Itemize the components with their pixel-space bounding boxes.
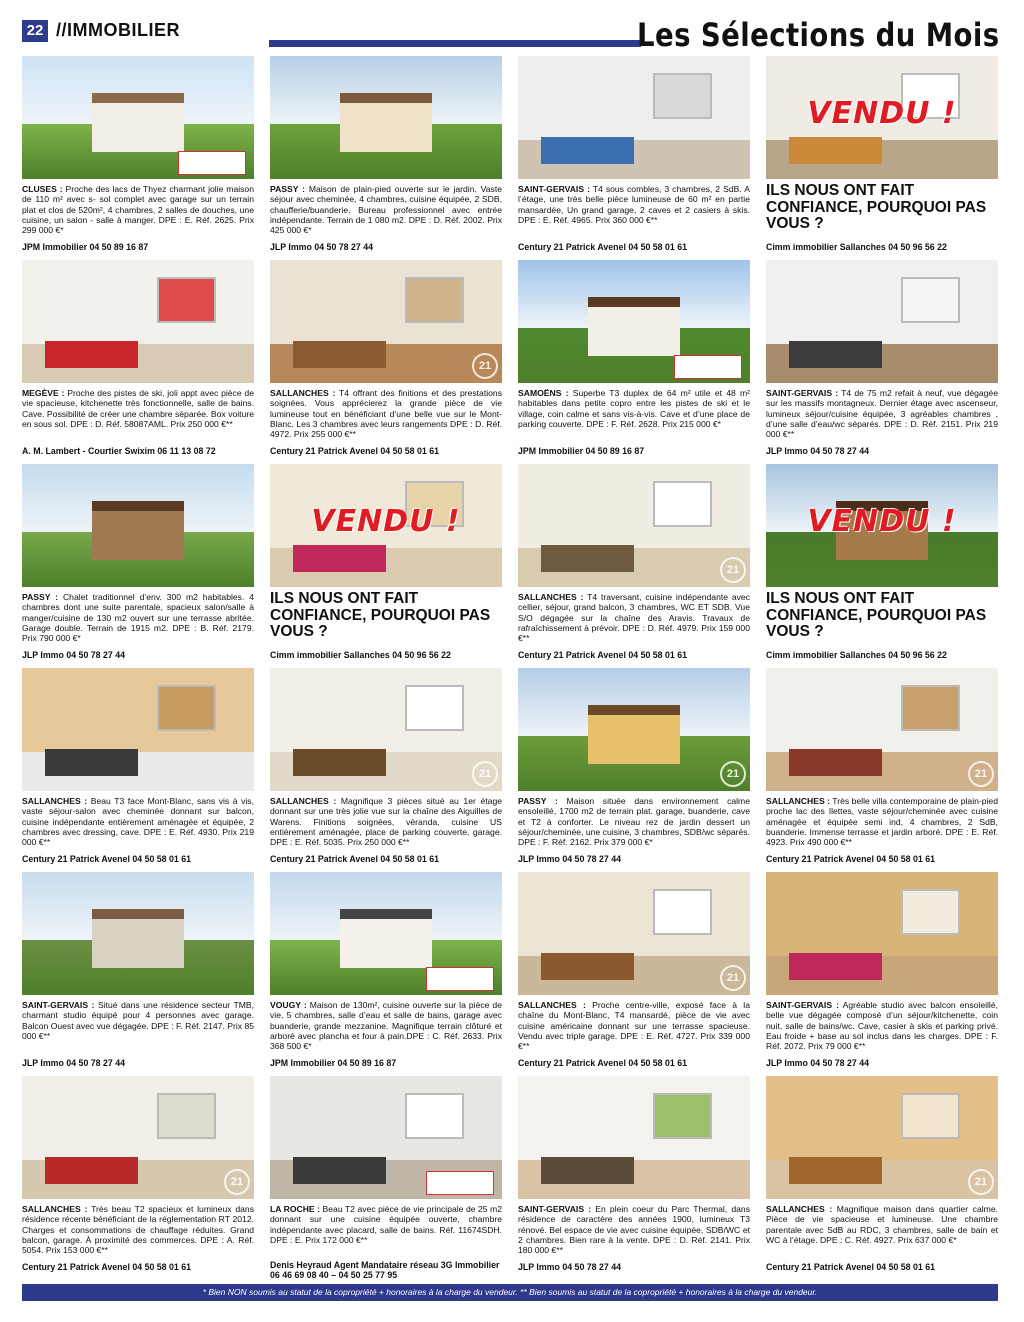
section-title: //IMMOBILIER [56, 20, 180, 40]
listing-photo [22, 260, 254, 383]
agency-contact: JLP Immo 04 50 78 27 44 [22, 1058, 126, 1068]
listing-photo [518, 464, 750, 587]
century21-watermark: 21 [720, 965, 746, 991]
agency-logo [674, 355, 742, 379]
century21-watermark: 21 [968, 761, 994, 787]
agency-contact: Cimm immobilier Sallanches 04 50 96 56 22 [766, 242, 947, 252]
listing-card [518, 464, 750, 668]
listing-card [270, 668, 502, 872]
listing-card [766, 464, 998, 668]
agency-contact: Century 21 Patrick Avenel 04 50 58 01 61 [766, 1262, 936, 1272]
listing-text: Très belle villa contemporaine de plain-pied proche lac des Ilettes, vaste séjour/cheminée avec cuisine aménagée et équipée semi ind, 4 chambres, 2 SdB, buanderie. Immense terrasse et jardin arboré. DPE : E. Réf. 4923. Prix 490 000 €** [766, 796, 998, 848]
listing-photo [270, 56, 502, 179]
agency-contact: Century 21 Patrick Avenel 04 50 58 01 61 [270, 446, 440, 456]
header-rule [269, 40, 641, 47]
listing-card [766, 872, 998, 1076]
listing-card [22, 464, 254, 668]
listing-card [270, 464, 502, 668]
listing-text: Situé dans une résidence secteur TMB, charmant studio équipé pour 4 personnes avec garage. Balcon Ouest avec vue dégagée. DPE : F. Réf. 2147. Prix 85 000 €** [22, 1000, 254, 1041]
agency-contact: Century 21 Patrick Avenel 04 50 58 01 61 [270, 854, 440, 864]
listing-location: SALLANCHES : [22, 1204, 88, 1214]
listing-location: SAINT-GERVAIS : [22, 1000, 95, 1010]
listing-description [766, 1000, 998, 1051]
listing-text: Très beau T2 spacieux et lumineux dans résidence récente bénéficiant de la réglementation RT 2012. Charges et consommations de chauffage réduites. Grand balcon, garage. À proximité des commerces. DPE : A. Réf. 5054. Prix 153 000 €** [22, 1204, 254, 1256]
listing-location: SALLANCHES : [270, 796, 337, 806]
listing-description [766, 1204, 998, 1245]
listing-photo [270, 872, 502, 995]
listing-location: PASSY : [518, 796, 558, 806]
listing-card [270, 260, 502, 464]
agency-contact: Century 21 Patrick Avenel 04 50 58 01 61 [518, 1058, 688, 1068]
listing-description [22, 1204, 254, 1255]
listing-text: Superbe T3 duplex de 64 m² utile et 48 m² habitables dans petite copro entre les pistes de ski et le village, coin calme et sans vis-à-vis. Cave et d’une place de parking couverte. DPE : F. Réf. 2628. Prix 215 000 €* [518, 388, 750, 429]
sold-stamp: VENDU ! [807, 96, 957, 131]
agency-contact: JPM Immobilier 04 50 89 16 87 [270, 1058, 397, 1068]
listing-location: PASSY : [270, 184, 306, 194]
footer-note: * Bien NON soumis au statut de la copropriété + honoraires à la charge du vendeur. ** Bien soumis au statut de la copropriété + honoraires à la charge du vendeur. [22, 1284, 998, 1301]
listing-photo [518, 668, 750, 791]
listing-photo [270, 260, 502, 383]
listing-photo [22, 668, 254, 791]
agency-contact: Century 21 Patrick Avenel 04 50 58 01 61 [766, 854, 936, 864]
listing-photo [766, 1076, 998, 1199]
listing-photo [518, 56, 750, 179]
listing-card [766, 260, 998, 464]
listing-photo [518, 872, 750, 995]
listing-photo [22, 1076, 254, 1199]
agency-contact: Denis Heyraud Agent Mandataire réseau 3G Immobilier 06 46 69 08 40 – 04 50 25 77 95 [270, 1260, 500, 1280]
listing-photo [270, 1076, 502, 1199]
listing-description [270, 388, 502, 439]
listing-location: LA ROCHE : [270, 1204, 321, 1214]
listing-text: T4 de 75 m2 refait à neuf, vue dégagée sur les massifs montagneux. Dernier étage avec ascenseur, lumineux séjour/cuisine équipée, 3 agréables chambres , d’une salle d’eau/wc séparés. DPE : D. Réf. 2151. Prix 219 000 €** [766, 388, 998, 440]
listing-description [22, 592, 254, 643]
listing-description [518, 1000, 750, 1051]
listing-location: SAINT-GERVAIS : [518, 1204, 592, 1214]
listing-photo [270, 464, 502, 587]
listing-location: SAMOËNS : [518, 388, 569, 398]
listing-card [22, 1076, 254, 1280]
listing-location: SALLANCHES : [270, 388, 336, 398]
listing-text: Proche des lacs de Thyez charmant jolie maison de 110 m² avec s- sol complet avec garage sur un terrain plat et clos de 520m², 4 chambres, 2 salles de douches, une cuisine, un salon - salle à manger. DPE : E. Réf. 2625. Prix 299 000 €* [22, 184, 254, 236]
listing-location: SALLANCHES : [22, 796, 88, 806]
listing-location: MEGÈVE : [22, 388, 65, 398]
listing-text: T4 sous combles, 3 chambres, 2 SdB. A l’étage, une très belle pièce lumineuse de 60 m² en partie mansardée, Un grand garage, 2 caves et 2 casiers à skis. DPE : E. Réf. 4965. Prix 360 000 €** [518, 184, 750, 225]
listings-grid [22, 56, 998, 1280]
listing-location: SAINT-GERVAIS : [766, 1000, 840, 1010]
listing-photo [766, 260, 998, 383]
listing-description [518, 1204, 750, 1255]
listing-description [22, 1000, 254, 1041]
listing-photo [518, 1076, 750, 1199]
listing-text: Proche centre-ville, exposé face à la chaîne du Mont-Blanc, T4 mansardé, pièce de vie avec cuisine américaine donnant sur une terrasse spacieuse. Vendu avec triple garage. DPE : E. Réf. 4727. Prix 339 000 €** [518, 1000, 750, 1052]
agency-contact: JLP Immo 04 50 78 27 44 [22, 650, 126, 660]
listing-description [270, 796, 502, 847]
listing-location: SALLANCHES : [518, 592, 584, 602]
agency-contact: JLP Immo 04 50 78 27 44 [518, 854, 622, 864]
listing-card [518, 260, 750, 464]
listing-text: T4 traversant, cuisine indépendante avec cellier, séjour, grand balcon, 3 chambres, WC ET SDB. Vue S/O dégagée sur la chaîne des Aravis. Travaux de rafraîchissement à prévoir. DPE : D. Réf. 4979. Prix 159 000 €** [518, 592, 750, 644]
agency-contact: JPM Immobilier 04 50 89 16 87 [518, 446, 645, 456]
listing-card [518, 56, 750, 260]
century21-watermark: 21 [720, 761, 746, 787]
century21-watermark: 21 [224, 1169, 250, 1195]
listing-photo [270, 668, 502, 791]
century21-watermark: 21 [472, 761, 498, 787]
agency-contact: JLP Immo 04 50 78 27 44 [270, 242, 374, 252]
agency-contact: Cimm immobilier Sallanches 04 50 96 56 22 [270, 650, 451, 660]
agency-logo [426, 967, 494, 991]
listing-description [270, 184, 502, 235]
listing-location: SALLANCHES : [766, 1204, 833, 1214]
agency-contact: Century 21 Patrick Avenel 04 50 58 01 61 [22, 1262, 192, 1272]
listing-description [518, 388, 750, 429]
listing-photo [766, 668, 998, 791]
agency-contact: Cimm immobilier Sallanches 04 50 96 56 22 [766, 650, 947, 660]
agency-contact: JLP Immo 04 50 78 27 44 [766, 1058, 870, 1068]
page-header [22, 14, 1000, 54]
listing-photo [518, 260, 750, 383]
sold-stamp: VENDU ! [807, 504, 957, 539]
listing-card [270, 872, 502, 1076]
century21-watermark: 21 [720, 557, 746, 583]
listing-location: VOUGY : [270, 1000, 307, 1010]
listing-card [270, 1076, 502, 1280]
agency-contact: Century 21 Patrick Avenel 04 50 58 01 61 [518, 650, 688, 660]
listing-card [22, 872, 254, 1076]
listing-text: T4 offrant des finitions et des prestations soignées. Vous apprécierez la grande pièce de vie lumineuse tout en bénéficiant d’une belle vue sur le Mont-Blanc. Les 3 chambres avec leurs rangements DPE : D. Réf. 4972. Prix 255 000 €** [270, 388, 502, 440]
listing-description [518, 796, 750, 847]
listing-card [22, 668, 254, 872]
listing-description [766, 388, 998, 439]
listing-card [22, 260, 254, 464]
listing-photo [22, 872, 254, 995]
listing-card [22, 56, 254, 260]
agency-contact: Century 21 Patrick Avenel 04 50 58 01 61 [518, 242, 688, 252]
listing-text: Proche des pistes de ski, joli appt avec pièce de vie spacieuse, kitchenette très fonctionnelle, salle de bains. Cave. Possibilité de créer une chambre séparée. Box voiture en sous sol. DPE : D. Réf. 58087AML. Prix 250 000 €** [22, 388, 254, 429]
century21-watermark: 21 [472, 353, 498, 379]
listing-photo [766, 872, 998, 995]
promo-heading: ILS NOUS ONT FAIT CONFIANCE, POURQUOI PAS VOUS ? [270, 590, 491, 640]
agency-contact: Century 21 Patrick Avenel 04 50 58 01 61 [22, 854, 192, 864]
listing-text: Maison de plain-pied ouverte sur le jardin. Vaste séjour avec cheminée, 4 chambres, cuisine équipée, 2 SDB, chaufferie/buanderie. Bureau professionnel avec entrée indépendante. Terrain de 1 080 m2. DPE : D. Réf. 2002. Prix 425 000 €* [270, 184, 502, 236]
listing-location: SAINT-GERVAIS : [766, 388, 839, 398]
listing-photo [22, 464, 254, 587]
listing-description [766, 796, 998, 847]
page-number: 22 [22, 20, 48, 42]
agency-contact: JLP Immo 04 50 78 27 44 [766, 446, 870, 456]
listing-text: Agréable studio avec balcon ensoleillé, belle vue dégagée composé d’un séjour/kitchenette, coin nuit, salle de bains/wc. Cave, casier à skis et parking privé. Eau froide + base au sol inclus dans les charges. DPE : F. Réf. 2072. Prix 79 000 €** [766, 1000, 998, 1052]
listing-description [270, 1204, 502, 1245]
promo-heading: ILS NOUS ONT FAIT CONFIANCE, POURQUOI PAS VOUS ? [766, 182, 987, 232]
listing-card [518, 1076, 750, 1280]
listing-location: SALLANCHES : [766, 796, 831, 806]
agency-contact: JPM Immobilier 04 50 89 16 87 [22, 242, 149, 252]
listing-card [766, 668, 998, 872]
listing-text: Maison de 130m², cuisine ouverte sur la pièce de vie, 5 chambres, salle d’eau et salle de bains, garage avec buanderie, grande mezzanine. Magnifique terrain clôturé et arboré avec plancha et four à pain.DPE : C. Réf. 2633. Prix 368 500 €* [270, 1000, 502, 1052]
listing-text: En plein coeur du Parc Thermal, dans résidence de caractère des années 1900, lumineux T3 rénové. Bel espace de vie avec cuisine équipée, SDB/WC et 2 chambres. Bien rare à la vente. DPE : D. Réf. 2141. Prix 180 000 €** [518, 1204, 750, 1256]
listing-description [22, 388, 254, 429]
listing-location: CLUSES : [22, 184, 63, 194]
listing-photo [766, 56, 998, 179]
page-title: Les Sélections du Mois [637, 16, 1000, 54]
listing-location: PASSY : [22, 592, 59, 602]
listing-text: Beau T3 face Mont-Blanc, sans vis à vis, vaste séjour-salon avec cheminée donnant sur balcon, cuisine indépendante entièrement aménagée et équipée, 2 chambres avec dressing, cave. DPE : E. Réf. 4930. Prix 219 000 €** [22, 796, 254, 848]
agency-logo [178, 151, 246, 175]
listing-description [518, 592, 750, 643]
listing-card [518, 872, 750, 1076]
listing-location: SAINT-GERVAIS : [518, 184, 590, 194]
listing-card [766, 56, 998, 260]
listing-photo [22, 56, 254, 179]
century21-watermark: 21 [968, 1169, 994, 1195]
listing-text: Maison située dans environnement calme ensoleillé, 1700 m2 de terrain plat. garage, buanderie, cave et T2 à conforter. Le niveau rez de jardin dessert un séjour/cheminée, une cuisine, 3 chambres, SDB/wc séparés. DPE : F. Réf. 2162. Prix 379 000 €* [518, 796, 750, 848]
listing-card [766, 1076, 998, 1280]
listing-text: Beau T2 avec pièce de vie principale de 25 m2 donnant sur une cuisine équipée ouverte, chambre indépendante avec placard, salle de bains. Réf. 11674SDH. DPE : E. Prix 172 000 €** [270, 1204, 502, 1245]
listing-description [22, 184, 254, 235]
listing-card [518, 668, 750, 872]
listing-photo [766, 464, 998, 587]
agency-contact: A. M. Lambert - Courtier Swixim 06 11 13 08 72 [22, 446, 216, 456]
agency-logo [426, 1171, 494, 1195]
listing-description [518, 184, 750, 225]
agency-contact: JLP Immo 04 50 78 27 44 [518, 1262, 622, 1272]
listing-location: SALLANCHES : [518, 1000, 586, 1010]
listing-description [22, 796, 254, 847]
sold-stamp: VENDU ! [311, 504, 461, 539]
listing-text: Chalet traditionnel d’env. 300 m2 habitables. 4 chambres dont une suite parentale, spacieux salon/salle à manger/cuisine de 130 m2 ouvert sur une terrasse abritée. Garage double. Terrain de 1915 m2. DPE : B. Réf. 2179. Prix 790 000 €* [22, 592, 254, 644]
listing-description [270, 1000, 502, 1051]
promo-heading: ILS NOUS ONT FAIT CONFIANCE, POURQUOI PAS VOUS ? [766, 590, 987, 640]
listing-text: Magnifique 3 pièces situé au 1er étage donnant sur une très jolie vue sur la chaîne des Aiguilles de Warens. Finitions soignées, véranda, cuisine US entièrement aménagée, place de parking couverte, garage. DPE : E. Réf. 5035. Prix 250 000 €** [270, 796, 502, 848]
listing-text: Magnifique maison dans quartier calme. Pièce de vie spacieuse et lumineuse. Une chambre parentale avec SdB au RDC, 3 chambres, salle de bain et WC à l’étage. DPE : C. Réf. 4927. Prix 637 000 €* [766, 1204, 998, 1245]
listing-card [270, 56, 502, 260]
